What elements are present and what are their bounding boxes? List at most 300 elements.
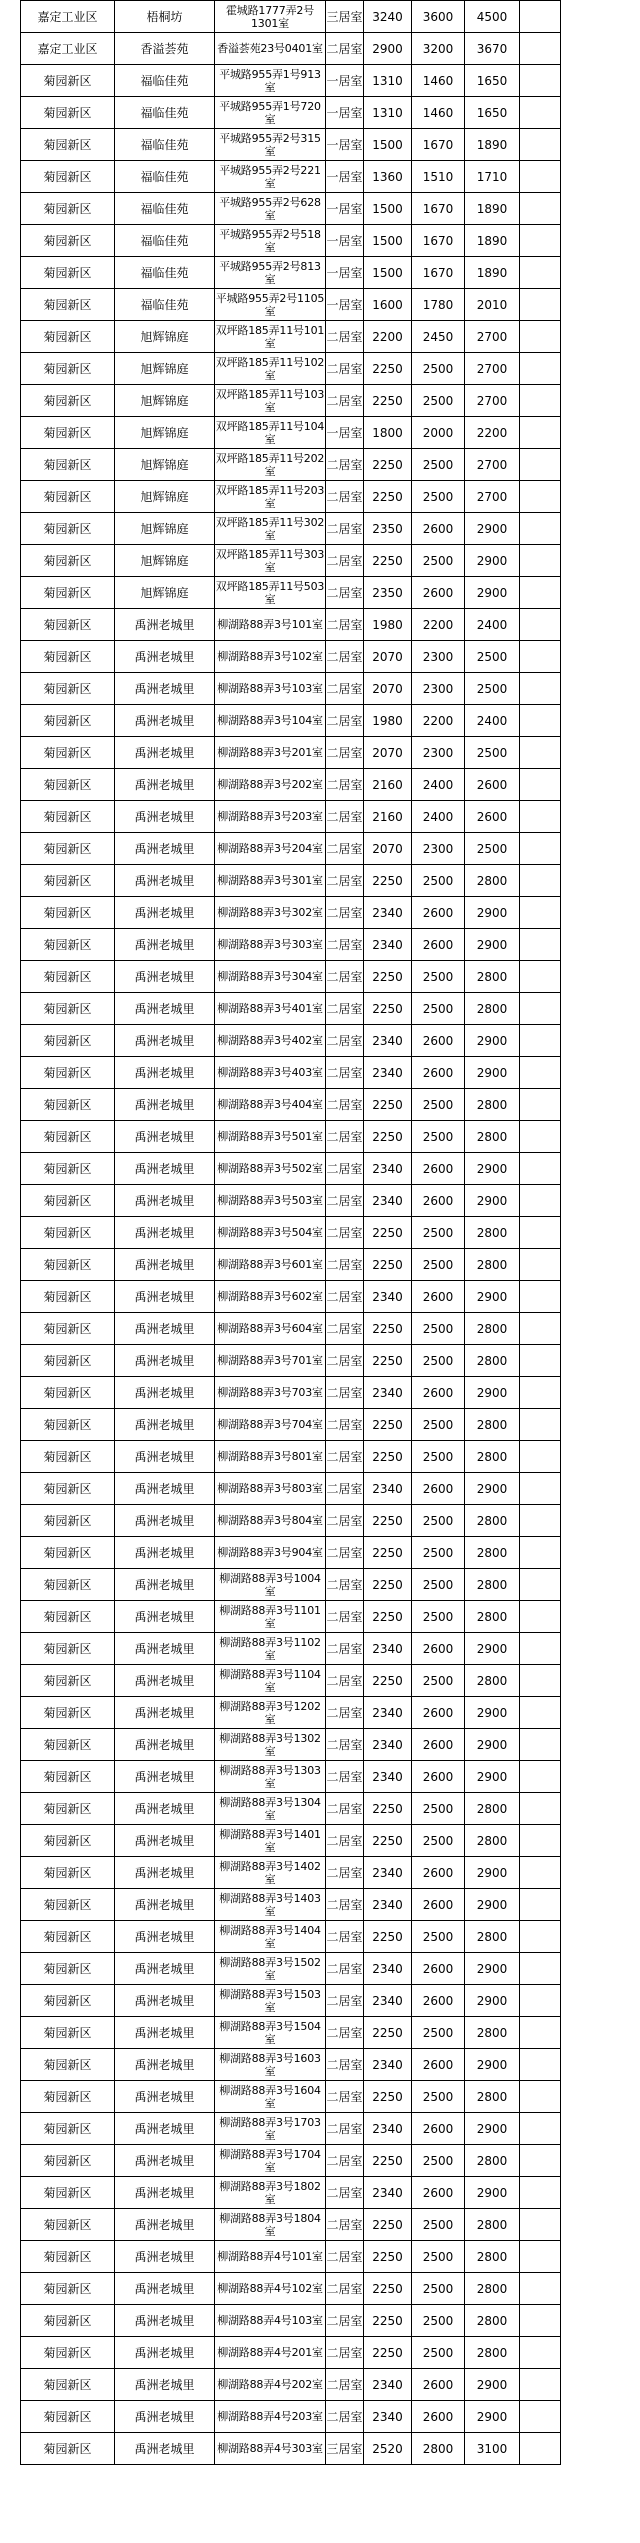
room-type-cell: 三居室: [326, 2433, 364, 2465]
price-2-cell: 2600: [412, 1473, 465, 1505]
room-type-cell: 二居室: [326, 2273, 364, 2305]
price-2-cell: 1460: [412, 65, 465, 97]
table-row: [21, 641, 561, 673]
price-3-cell: 2800: [465, 2081, 520, 2113]
room-type-cell: 二居室: [326, 833, 364, 865]
price-1-cell: 2250: [364, 481, 412, 513]
empty-cell: [520, 2273, 561, 2305]
price-2-cell: 2600: [412, 897, 465, 929]
table-body: [21, 1, 561, 2465]
price-3-cell: 1710: [465, 161, 520, 193]
price-2-cell: 2800: [412, 2433, 465, 2465]
room-type-cell: 二居室: [326, 545, 364, 577]
community-cell: 福临佳苑: [115, 257, 215, 289]
price-2-cell: 2600: [412, 1185, 465, 1217]
price-3-cell: 2800: [465, 1441, 520, 1473]
empty-cell: [520, 1153, 561, 1185]
community-cell: 禹洲老城里: [115, 1985, 215, 2017]
room-type-cell: 二居室: [326, 1345, 364, 1377]
community-cell: 禹洲老城里: [115, 993, 215, 1025]
address-cell: 柳湖路88弄3号304室: [215, 961, 326, 993]
price-1-cell: 2250: [364, 353, 412, 385]
address-cell: 双坪路185弄11号203室: [215, 481, 326, 513]
price-3-cell: 2900: [465, 1185, 520, 1217]
community-cell: 梧桐坊: [115, 1, 215, 33]
room-type-cell: 二居室: [326, 897, 364, 929]
district-cell: 菊园新区: [21, 257, 115, 289]
price-3-cell: 2700: [465, 385, 520, 417]
room-type-cell: 二居室: [326, 1409, 364, 1441]
price-3-cell: 2800: [465, 993, 520, 1025]
community-cell: 禹洲老城里: [115, 673, 215, 705]
district-cell: 菊园新区: [21, 705, 115, 737]
address-cell: 柳湖路88弄3号1704室: [215, 2145, 326, 2177]
price-2-cell: 2500: [412, 1921, 465, 1953]
room-type-cell: 二居室: [326, 961, 364, 993]
address-cell: 柳湖路88弄3号704室: [215, 1409, 326, 1441]
empty-cell: [520, 705, 561, 737]
address-cell: 平城路955弄2号628室: [215, 193, 326, 225]
price-2-cell: 2200: [412, 705, 465, 737]
address-cell: 双坪路185弄11号104室: [215, 417, 326, 449]
community-cell: 禹洲老城里: [115, 929, 215, 961]
room-type-cell: 二居室: [326, 1601, 364, 1633]
community-cell: 禹洲老城里: [115, 1889, 215, 1921]
empty-cell: [520, 1889, 561, 1921]
price-2-cell: 2600: [412, 2177, 465, 2209]
room-type-cell: 二居室: [326, 577, 364, 609]
table-row: [21, 2433, 561, 2465]
address-cell: 柳湖路88弄3号1302室: [215, 1729, 326, 1761]
empty-cell: [520, 449, 561, 481]
table-row: [21, 993, 561, 1025]
price-2-cell: 2500: [412, 1409, 465, 1441]
address-cell: 柳湖路88弄3号104室: [215, 705, 326, 737]
community-cell: 禹洲老城里: [115, 769, 215, 801]
address-cell: 柳湖路88弄3号1802室: [215, 2177, 326, 2209]
community-cell: 禹洲老城里: [115, 961, 215, 993]
district-cell: 菊园新区: [21, 1281, 115, 1313]
price-2-cell: 2600: [412, 929, 465, 961]
price-1-cell: 2340: [364, 1281, 412, 1313]
price-1-cell: 2250: [364, 1313, 412, 1345]
room-type-cell: 一居室: [326, 289, 364, 321]
price-3-cell: 2900: [465, 1953, 520, 1985]
community-cell: 禹洲老城里: [115, 1793, 215, 1825]
table-row: [21, 385, 561, 417]
price-1-cell: 2340: [364, 1153, 412, 1185]
empty-cell: [520, 2113, 561, 2145]
table-row: [21, 737, 561, 769]
community-cell: 禹洲老城里: [115, 1697, 215, 1729]
district-cell: 菊园新区: [21, 1569, 115, 1601]
room-type-cell: 一居室: [326, 65, 364, 97]
price-3-cell: 2900: [465, 1697, 520, 1729]
address-cell: 柳湖路88弄3号601室: [215, 1249, 326, 1281]
table-row: [21, 1761, 561, 1793]
community-cell: 福临佳苑: [115, 97, 215, 129]
table-row: [21, 1057, 561, 1089]
price-2-cell: 2600: [412, 1953, 465, 1985]
address-cell: 柳湖路88弄3号1401室: [215, 1825, 326, 1857]
address-cell: 柳湖路88弄3号1101室: [215, 1601, 326, 1633]
community-cell: 禹洲老城里: [115, 2273, 215, 2305]
community-cell: 福临佳苑: [115, 193, 215, 225]
empty-cell: [520, 1249, 561, 1281]
empty-cell: [520, 1217, 561, 1249]
room-type-cell: 二居室: [326, 321, 364, 353]
address-cell: 平城路955弄1号913室: [215, 65, 326, 97]
address-cell: 柳湖路88弄4号201室: [215, 2337, 326, 2369]
district-cell: 菊园新区: [21, 353, 115, 385]
price-1-cell: 2160: [364, 801, 412, 833]
price-3-cell: 1650: [465, 97, 520, 129]
price-1-cell: 2250: [364, 1505, 412, 1537]
community-cell: 禹洲老城里: [115, 1409, 215, 1441]
community-cell: 禹洲老城里: [115, 1601, 215, 1633]
price-1-cell: 2250: [364, 1217, 412, 1249]
price-2-cell: 2500: [412, 2145, 465, 2177]
price-1-cell: 2250: [364, 1537, 412, 1569]
community-cell: 禹洲老城里: [115, 1953, 215, 1985]
room-type-cell: 二居室: [326, 2081, 364, 2113]
community-cell: 禹洲老城里: [115, 897, 215, 929]
address-cell: 柳湖路88弄4号102室: [215, 2273, 326, 2305]
address-cell: 柳湖路88弄3号503室: [215, 1185, 326, 1217]
address-cell: 平城路955弄2号813室: [215, 257, 326, 289]
price-3-cell: 2400: [465, 609, 520, 641]
empty-cell: [520, 129, 561, 161]
community-cell: 禹洲老城里: [115, 737, 215, 769]
address-cell: 双坪路185弄11号102室: [215, 353, 326, 385]
room-type-cell: 二居室: [326, 2241, 364, 2273]
room-type-cell: 二居室: [326, 1473, 364, 1505]
price-2-cell: 2600: [412, 513, 465, 545]
table-row: [21, 2113, 561, 2145]
room-type-cell: 二居室: [326, 865, 364, 897]
empty-cell: [520, 865, 561, 897]
price-1-cell: 2250: [364, 385, 412, 417]
empty-cell: [520, 2241, 561, 2273]
district-cell: 菊园新区: [21, 1633, 115, 1665]
room-type-cell: 二居室: [326, 1729, 364, 1761]
empty-cell: [520, 897, 561, 929]
room-type-cell: 二居室: [326, 2145, 364, 2177]
empty-cell: [520, 1, 561, 33]
district-cell: 菊园新区: [21, 1089, 115, 1121]
community-cell: 禹洲老城里: [115, 2305, 215, 2337]
price-1-cell: 2250: [364, 865, 412, 897]
table-row: [21, 2369, 561, 2401]
community-cell: 旭辉锦庭: [115, 513, 215, 545]
address-cell: 柳湖路88弄3号604室: [215, 1313, 326, 1345]
price-3-cell: 2800: [465, 1409, 520, 1441]
room-type-cell: 一居室: [326, 161, 364, 193]
table-row: [21, 1921, 561, 1953]
address-cell: 柳湖路88弄3号1503室: [215, 1985, 326, 2017]
price-3-cell: 2800: [465, 1313, 520, 1345]
price-1-cell: 2250: [364, 2017, 412, 2049]
price-1-cell: 1310: [364, 65, 412, 97]
room-type-cell: 二居室: [326, 1825, 364, 1857]
table-row: [21, 577, 561, 609]
price-1-cell: 2070: [364, 833, 412, 865]
empty-cell: [520, 97, 561, 129]
district-cell: 菊园新区: [21, 961, 115, 993]
room-type-cell: 二居室: [326, 1697, 364, 1729]
table-row: [21, 1441, 561, 1473]
price-2-cell: 2500: [412, 1121, 465, 1153]
price-1-cell: 2250: [364, 1089, 412, 1121]
empty-cell: [520, 2369, 561, 2401]
empty-cell: [520, 1537, 561, 1569]
community-cell: 禹洲老城里: [115, 1633, 215, 1665]
empty-cell: [520, 577, 561, 609]
community-cell: 福临佳苑: [115, 225, 215, 257]
community-cell: 禹洲老城里: [115, 1761, 215, 1793]
room-type-cell: 一居室: [326, 417, 364, 449]
address-cell: 平城路955弄2号221室: [215, 161, 326, 193]
price-2-cell: 2300: [412, 641, 465, 673]
empty-cell: [520, 673, 561, 705]
price-2-cell: 2500: [412, 1825, 465, 1857]
address-cell: 柳湖路88弄3号804室: [215, 1505, 326, 1537]
address-cell: 柳湖路88弄3号602室: [215, 1281, 326, 1313]
price-1-cell: 2340: [364, 2369, 412, 2401]
empty-cell: [520, 2145, 561, 2177]
district-cell: 菊园新区: [21, 801, 115, 833]
room-type-cell: 二居室: [326, 705, 364, 737]
empty-cell: [520, 1569, 561, 1601]
price-2-cell: 2600: [412, 1025, 465, 1057]
table-row: [21, 1697, 561, 1729]
table-row: [21, 2337, 561, 2369]
price-3-cell: 2700: [465, 321, 520, 353]
room-type-cell: 二居室: [326, 1313, 364, 1345]
community-cell: 禹洲老城里: [115, 1537, 215, 1569]
price-1-cell: 2340: [364, 1633, 412, 1665]
empty-cell: [520, 65, 561, 97]
table-row: [21, 1537, 561, 1569]
price-3-cell: 2900: [465, 1057, 520, 1089]
empty-cell: [520, 1345, 561, 1377]
room-type-cell: 二居室: [326, 1377, 364, 1409]
price-1-cell: 2070: [364, 641, 412, 673]
community-cell: 禹洲老城里: [115, 1121, 215, 1153]
price-3-cell: 2700: [465, 353, 520, 385]
address-cell: 柳湖路88弄3号203室: [215, 801, 326, 833]
district-cell: 菊园新区: [21, 577, 115, 609]
community-cell: 禹洲老城里: [115, 865, 215, 897]
community-cell: 禹洲老城里: [115, 2209, 215, 2241]
price-1-cell: 2200: [364, 321, 412, 353]
table-row: [21, 1569, 561, 1601]
empty-cell: [520, 1281, 561, 1313]
table-row: [21, 673, 561, 705]
community-cell: 禹洲老城里: [115, 1281, 215, 1313]
district-cell: 菊园新区: [21, 993, 115, 1025]
price-1-cell: 2250: [364, 2081, 412, 2113]
price-1-cell: 2340: [364, 2177, 412, 2209]
table-row: [21, 1633, 561, 1665]
table-row: [21, 33, 561, 65]
room-type-cell: 二居室: [326, 1761, 364, 1793]
address-cell: 双坪路185弄11号302室: [215, 513, 326, 545]
price-2-cell: 2500: [412, 449, 465, 481]
address-cell: 柳湖路88弄3号404室: [215, 1089, 326, 1121]
price-3-cell: 2900: [465, 577, 520, 609]
address-cell: 柳湖路88弄3号1304室: [215, 1793, 326, 1825]
address-cell: 柳湖路88弄3号703室: [215, 1377, 326, 1409]
empty-cell: [520, 609, 561, 641]
price-3-cell: 2800: [465, 1505, 520, 1537]
price-3-cell: 2800: [465, 1601, 520, 1633]
price-1-cell: 2340: [364, 1857, 412, 1889]
price-3-cell: 2800: [465, 2017, 520, 2049]
community-cell: 禹洲老城里: [115, 1089, 215, 1121]
district-cell: 菊园新区: [21, 737, 115, 769]
community-cell: 禹洲老城里: [115, 1921, 215, 1953]
price-3-cell: 2800: [465, 2145, 520, 2177]
price-1-cell: 2250: [364, 993, 412, 1025]
district-cell: 菊园新区: [21, 225, 115, 257]
price-1-cell: 1500: [364, 225, 412, 257]
district-cell: 菊园新区: [21, 1505, 115, 1537]
price-2-cell: 2500: [412, 993, 465, 1025]
price-2-cell: 2600: [412, 2369, 465, 2401]
room-type-cell: 二居室: [326, 769, 364, 801]
price-1-cell: 2250: [364, 1409, 412, 1441]
district-cell: 菊园新区: [21, 1825, 115, 1857]
price-2-cell: 1670: [412, 193, 465, 225]
address-cell: 柳湖路88弄3号1004室: [215, 1569, 326, 1601]
price-2-cell: 2500: [412, 1665, 465, 1697]
address-cell: 柳湖路88弄3号402室: [215, 1025, 326, 1057]
price-3-cell: 2800: [465, 2241, 520, 2273]
price-1-cell: 1310: [364, 97, 412, 129]
empty-cell: [520, 161, 561, 193]
district-cell: 菊园新区: [21, 1249, 115, 1281]
price-1-cell: 2250: [364, 545, 412, 577]
community-cell: 禹洲老城里: [115, 1057, 215, 1089]
price-2-cell: 2500: [412, 545, 465, 577]
address-cell: 柳湖路88弄3号202室: [215, 769, 326, 801]
price-3-cell: 2800: [465, 2273, 520, 2305]
district-cell: 菊园新区: [21, 673, 115, 705]
price-1-cell: 2340: [364, 1025, 412, 1057]
room-type-cell: 二居室: [326, 2177, 364, 2209]
address-cell: 柳湖路88弄3号701室: [215, 1345, 326, 1377]
table-row: [21, 129, 561, 161]
district-cell: 菊园新区: [21, 2209, 115, 2241]
district-cell: 菊园新区: [21, 1441, 115, 1473]
table-row: [21, 1601, 561, 1633]
room-type-cell: 二居室: [326, 1057, 364, 1089]
empty-cell: [520, 1473, 561, 1505]
table-row: [21, 2305, 561, 2337]
table-row: [21, 353, 561, 385]
table-row: [21, 929, 561, 961]
empty-cell: [520, 321, 561, 353]
district-cell: 菊园新区: [21, 2081, 115, 2113]
price-1-cell: 2250: [364, 1249, 412, 1281]
price-1-cell: 2070: [364, 673, 412, 705]
empty-cell: [520, 1921, 561, 1953]
price-3-cell: 2900: [465, 1473, 520, 1505]
empty-cell: [520, 1089, 561, 1121]
district-cell: 菊园新区: [21, 609, 115, 641]
room-type-cell: 二居室: [326, 2209, 364, 2241]
empty-cell: [520, 1441, 561, 1473]
community-cell: 禹洲老城里: [115, 1569, 215, 1601]
price-1-cell: 2250: [364, 2241, 412, 2273]
address-cell: 香溢荟苑23号0401室: [215, 33, 326, 65]
price-2-cell: 3600: [412, 1, 465, 33]
room-type-cell: 二居室: [326, 641, 364, 673]
price-2-cell: 2500: [412, 1537, 465, 1569]
price-3-cell: 1890: [465, 225, 520, 257]
table-row: [21, 449, 561, 481]
price-1-cell: 2250: [364, 2273, 412, 2305]
room-type-cell: 二居室: [326, 449, 364, 481]
district-cell: 嘉定工业区: [21, 1, 115, 33]
community-cell: 禹洲老城里: [115, 1505, 215, 1537]
community-cell: 禹洲老城里: [115, 1825, 215, 1857]
price-3-cell: 2500: [465, 641, 520, 673]
empty-cell: [520, 2049, 561, 2081]
table-row: [21, 1, 561, 33]
room-type-cell: 二居室: [326, 1921, 364, 1953]
table-row: [21, 2177, 561, 2209]
price-2-cell: 2500: [412, 1217, 465, 1249]
price-1-cell: 2340: [364, 1057, 412, 1089]
price-2-cell: 2500: [412, 481, 465, 513]
address-cell: 柳湖路88弄4号202室: [215, 2369, 326, 2401]
empty-cell: [520, 993, 561, 1025]
community-cell: 禹洲老城里: [115, 2241, 215, 2273]
table-row: [21, 257, 561, 289]
price-3-cell: 4500: [465, 1, 520, 33]
table-row: [21, 1889, 561, 1921]
community-cell: 禹洲老城里: [115, 1153, 215, 1185]
price-3-cell: 2800: [465, 1089, 520, 1121]
price-3-cell: 2900: [465, 2049, 520, 2081]
address-cell: 柳湖路88弄3号1402室: [215, 1857, 326, 1889]
address-cell: 柳湖路88弄3号201室: [215, 737, 326, 769]
price-2-cell: 2500: [412, 2337, 465, 2369]
price-2-cell: 2600: [412, 2113, 465, 2145]
address-cell: 双坪路185弄11号303室: [215, 545, 326, 577]
price-1-cell: 2250: [364, 1921, 412, 1953]
room-type-cell: 二居室: [326, 1505, 364, 1537]
price-2-cell: 2300: [412, 673, 465, 705]
empty-cell: [520, 545, 561, 577]
district-cell: 菊园新区: [21, 2433, 115, 2465]
table-row: [21, 1825, 561, 1857]
table-row: [21, 193, 561, 225]
district-cell: 菊园新区: [21, 865, 115, 897]
community-cell: 福临佳苑: [115, 129, 215, 161]
address-cell: 双坪路185弄11号103室: [215, 385, 326, 417]
address-cell: 柳湖路88弄4号103室: [215, 2305, 326, 2337]
address-cell: 柳湖路88弄3号904室: [215, 1537, 326, 1569]
price-1-cell: 1500: [364, 193, 412, 225]
room-type-cell: 一居室: [326, 193, 364, 225]
empty-cell: [520, 833, 561, 865]
price-2-cell: 2600: [412, 1985, 465, 2017]
room-type-cell: 二居室: [326, 673, 364, 705]
price-1-cell: 2340: [364, 1185, 412, 1217]
